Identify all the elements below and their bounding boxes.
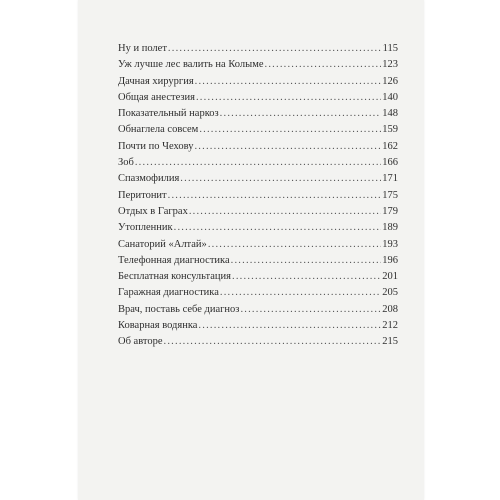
toc-leader-dots bbox=[231, 253, 382, 269]
toc-leader-dots bbox=[194, 139, 381, 155]
toc-entry bbox=[118, 253, 398, 269]
toc-leader-dots bbox=[135, 155, 381, 171]
toc-leader-dots bbox=[265, 57, 382, 73]
toc-entry-page-number: 140 bbox=[382, 91, 398, 103]
toc-entry-page-number: 212 bbox=[382, 320, 398, 332]
toc-entry-title: Бесплатная консультация bbox=[118, 271, 232, 283]
table-of-contents bbox=[118, 41, 398, 351]
toc-entry-page-number: 193 bbox=[382, 238, 398, 250]
toc-entry bbox=[118, 155, 398, 171]
toc-entry-title: Ну и полет bbox=[118, 43, 167, 54]
toc-entry-title: Врач, поставь себе диагноз bbox=[118, 303, 240, 315]
toc-entry bbox=[118, 237, 398, 253]
toc-entry bbox=[118, 318, 398, 334]
toc-leader-dots bbox=[168, 41, 382, 57]
toc-entry-title: Утопленник bbox=[118, 222, 173, 234]
toc-entry-title: Зоб bbox=[118, 157, 134, 169]
toc-entry-page-number: 162 bbox=[382, 140, 398, 152]
toc-leader-dots bbox=[168, 188, 382, 204]
toc-entry-page-number: 166 bbox=[382, 157, 398, 169]
toc-leader-dots bbox=[198, 318, 381, 334]
toc-entry-page-number: 201 bbox=[382, 271, 398, 283]
toc-leader-dots bbox=[174, 220, 382, 236]
toc-leader-dots bbox=[240, 302, 381, 318]
toc-entry bbox=[118, 106, 398, 122]
toc-entry bbox=[118, 41, 398, 57]
toc-entry-title: Спазмофилия bbox=[118, 173, 180, 185]
toc-entry bbox=[118, 74, 398, 90]
toc-entry-title: Общая анестезия bbox=[118, 91, 195, 103]
toc-entry-page-number: 115 bbox=[382, 43, 398, 54]
toc-leader-dots bbox=[196, 90, 381, 106]
toc-entry-page-number: 179 bbox=[382, 205, 398, 217]
toc-entry-page-number: 208 bbox=[382, 303, 398, 315]
toc-entry-title: Об авторе bbox=[118, 336, 163, 348]
toc-entry-title: Телефонная диагностика bbox=[118, 254, 230, 266]
toc-entry-page-number: 126 bbox=[382, 75, 398, 87]
toc-entry bbox=[118, 171, 398, 187]
toc-entry bbox=[118, 334, 398, 350]
toc-entry-page-number: 205 bbox=[382, 287, 398, 299]
toc-entry bbox=[118, 269, 398, 285]
toc-entry-page-number: 171 bbox=[382, 173, 398, 185]
toc-entry-title: Обнаглела совсем bbox=[118, 124, 199, 136]
toc-entry-page-number: 175 bbox=[382, 189, 398, 201]
toc-entry-title: Санаторий «Алтай» bbox=[118, 238, 207, 250]
toc-entry-title: Отдых в Гаграх bbox=[118, 205, 188, 217]
toc-entry bbox=[118, 122, 398, 138]
toc-entry-title: Показательный наркоз bbox=[118, 108, 219, 120]
toc-leader-dots bbox=[164, 334, 382, 350]
toc-entry-page-number: 148 bbox=[382, 108, 398, 120]
toc-entry bbox=[118, 188, 398, 204]
toc-entry-title: Гаражная диагностика bbox=[118, 287, 219, 299]
toc-entry bbox=[118, 302, 398, 318]
toc-entry-title: Дачная хирургия bbox=[118, 75, 194, 87]
toc-entry-page-number: 215 bbox=[382, 336, 398, 348]
toc-entry bbox=[118, 285, 398, 301]
toc-entry-page-number: 159 bbox=[382, 124, 398, 136]
toc-leader-dots bbox=[189, 204, 381, 220]
toc-entry-page-number: 196 bbox=[382, 254, 398, 266]
toc-leader-dots bbox=[199, 122, 381, 138]
toc-leader-dots bbox=[208, 237, 381, 253]
toc-entry-title: Коварная водянка bbox=[118, 320, 198, 332]
toc-entry-title: Почти по Чехову bbox=[118, 140, 194, 152]
toc-leader-dots bbox=[232, 269, 381, 285]
toc-leader-dots bbox=[220, 106, 382, 122]
toc-entry bbox=[118, 220, 398, 236]
toc-entry bbox=[118, 139, 398, 155]
toc-entry-page-number: 189 bbox=[382, 222, 398, 234]
toc-entry-title: Уж лучше лес валить на Колыме bbox=[118, 59, 264, 71]
toc-entry bbox=[118, 204, 398, 220]
toc-entry bbox=[118, 57, 398, 73]
toc-entry-title: Перитонит bbox=[118, 189, 167, 201]
toc-leader-dots bbox=[195, 74, 382, 90]
toc-entry-page-number: 123 bbox=[382, 59, 398, 71]
toc-leader-dots bbox=[180, 171, 381, 187]
toc-entry bbox=[118, 90, 398, 106]
toc-leader-dots bbox=[220, 285, 381, 301]
